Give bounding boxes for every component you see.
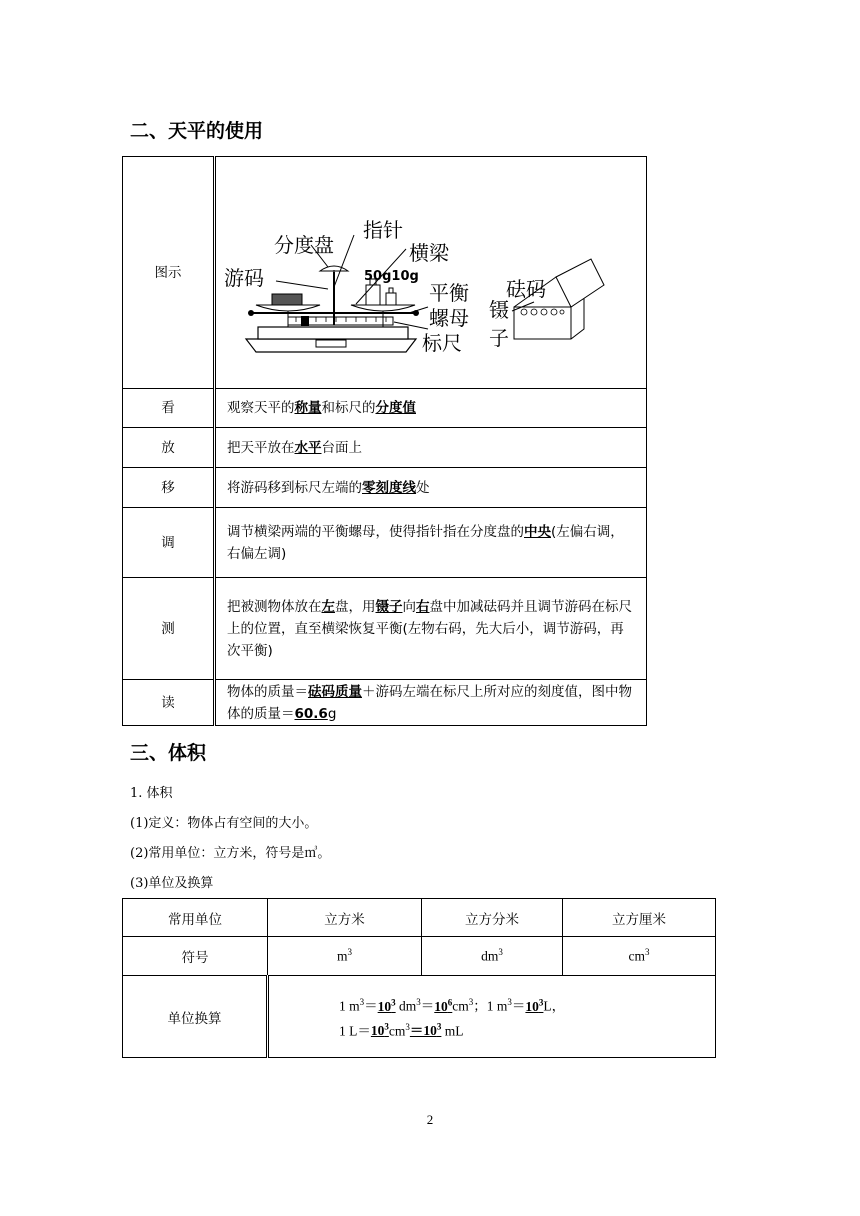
volume-conversion-heading: (3)单位及换算 — [130, 876, 214, 891]
label-rider: 游码 — [224, 266, 264, 290]
row-text-adjust: 调节横梁两端的平衡螺母，使得指针指在分度盘的中央(左偏右调，右偏左调) — [215, 508, 647, 578]
row-label-place: 放 — [123, 428, 215, 468]
label-scale-disk: 分度盘 — [274, 233, 334, 257]
label-beam: 横梁 — [409, 241, 449, 265]
conversion-text: 1 $m^3=10^3$ $dm^3=10^6cm^3$；1 $m^3=10^3L$， 1 $L=10^3cm^3=10^3$ mL — [268, 976, 716, 1058]
label-pointer: 指针 — [363, 218, 403, 242]
balance-diagram — [215, 157, 647, 389]
volume-definition: (1)定义：物体占有空间的大小。 — [130, 816, 318, 831]
header-common-unit: 常用单位 — [123, 899, 268, 937]
balance-illustration — [216, 157, 646, 381]
row-label-measure: 测 — [123, 578, 215, 680]
balance-usage-table — [122, 156, 647, 726]
label-tweezers-1: 镊 — [489, 298, 509, 322]
row-label-look: 看 — [123, 389, 215, 428]
row-label-read: 读 — [123, 680, 215, 726]
weight-box-icon — [512, 259, 604, 339]
header-cubic-meter: 立方米 — [268, 899, 422, 937]
row-text-move: 将游码移到标尺左端的零刻度线处 — [215, 468, 647, 508]
row-text-read: 物体的质量＝砝码质量＋游码左端在标尺上所对应的刻度值，图中物体的质量＝60.6g — [215, 680, 647, 726]
volume-units: (2)常用单位：立方米，符号是㎥。 — [130, 846, 331, 861]
symbol-dm3: $dm^3$ — [422, 937, 563, 976]
symbol-label: 符号 — [123, 937, 268, 976]
header-cubic-centimeter: 立方厘米 — [563, 899, 716, 937]
row-label-move: 移 — [123, 468, 215, 508]
section-title-volume: 三、体积 — [130, 742, 207, 764]
row-text-measure: 把被测物体放在左盘，用镊子向右盘中加减砝码并且调节游码在标尺上的位置，直至横梁恢复平衡(左物右码，先大后小，调节游码，再次平衡) — [215, 578, 647, 680]
label-balance-nut-2: 螺母 — [429, 306, 469, 330]
symbol-m3: $m^3$ — [268, 937, 422, 976]
row-label-adjust: 调 — [123, 508, 215, 578]
header-cubic-decimeter: 立方分米 — [422, 899, 563, 937]
row-label-diagram: 图示 — [123, 157, 215, 389]
conversion-label: 单位换算 — [123, 976, 268, 1058]
section-title-balance: 二、天平的使用 — [130, 120, 264, 142]
volume-units-table — [122, 898, 716, 1058]
row-text-place: 把天平放在水平台面上 — [215, 428, 647, 468]
label-balance-nut-1: 平衡 — [429, 281, 469, 305]
label-weights-marked: 50g10g — [364, 269, 419, 284]
label-weights: 砝码 — [506, 277, 546, 301]
label-scale-ruler: 标尺 — [422, 331, 462, 355]
volume-heading: 1. 体积 — [130, 786, 173, 801]
row-text-look: 观察天平的称量和标尺的分度值 — [215, 389, 647, 428]
symbol-cm3: $cm^3$ — [563, 937, 716, 976]
page-number: 2 — [426, 1112, 434, 1127]
label-tweezers-2: 子 — [489, 326, 509, 350]
